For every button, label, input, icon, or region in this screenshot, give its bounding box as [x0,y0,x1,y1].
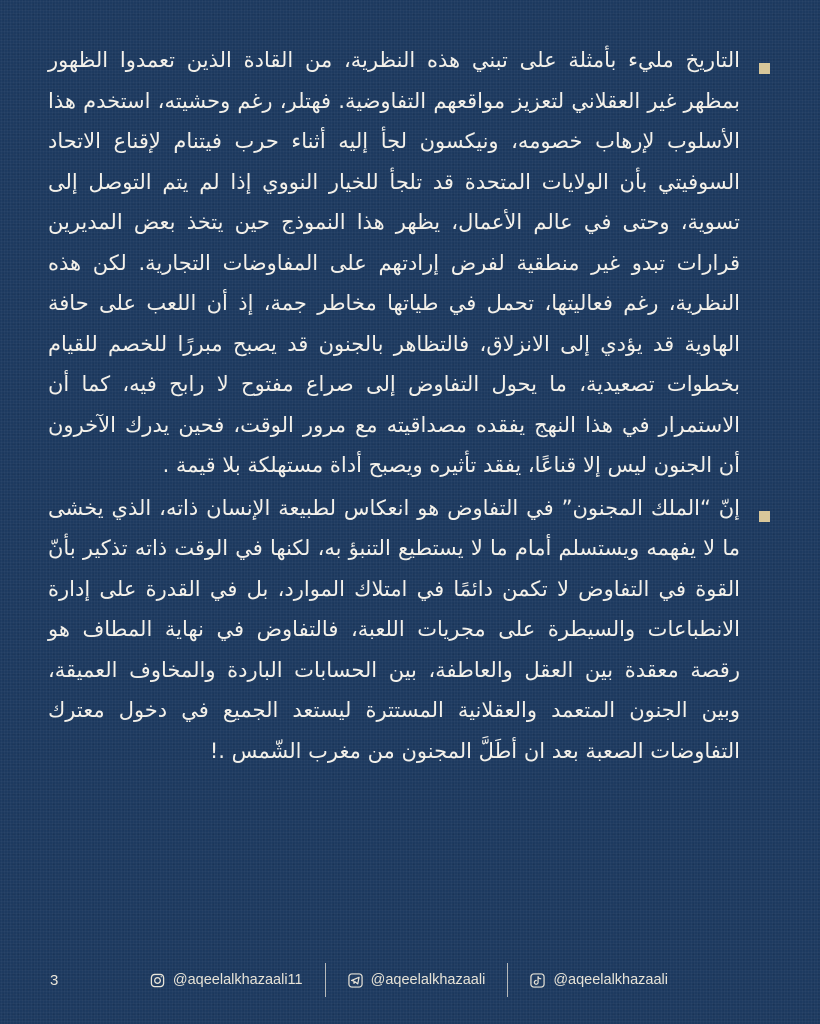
paragraph-1 [48,40,770,486]
telegram-handle: @aqeelalkhazaali [370,972,486,988]
paragraph-text: التاريخ مليء بأمثلة على تبني هذه النظرية، من القادة الذين تعمدوا الظهور بمظهر غير العقلاني لتعزيز مواقعهم التفاوضية. فهتلر، رغم وحشيته، استخدم هذا الأسلوب لإرهاب خصومه، ونيكسون لجأ إليه أثناء حرب فيتنام لإقناع الاتحاد السوفيتي بأن الولايات المتحدة قد تلجأ للخيار النووي إذا لم يتم التوصل إلى تسوية، وحتى في عالم الأعمال، يظهر هذا النموذج حين يتخذ بعض المديرين قرارات تبدو غير منطقية لفرض إرادتهم على المفاوضات التجارية. لكن هذه النظرية، رغم فعاليتها، تحمل في طياتها مخاطر جمة، إذ أن اللعب على حافة الهاوية قد يؤدي إلى الانزلاق، فالتظاهر بالجنون قد يصبح مبررًا للخصم للقيام بخطوات تصعيدية، ما يحول التفاوض إلى صراع مفتوح لا رابح فيه، كما أن الاستمرار في هذا النهج يفقده مصداقيته مع مرور الوقت، فحين يدرك الآخرون أن الجنون ليس إلا قناعًا، يفقد تأثيره ويصبح أداة مستهلكة بلا قيمة . [48,48,740,477]
page-number: 3 [50,971,59,989]
tiktok-icon [530,973,545,988]
tiktok-handle: @aqeelalkhazaali [553,972,668,988]
instagram-handle: @aqeelalkhazaali11 [172,972,303,988]
article-body [48,40,770,773]
instagram-icon [150,973,165,988]
instagram-link[interactable] [128,972,325,988]
social-handles [90,963,690,997]
tiktok-link[interactable] [508,972,690,988]
footer [50,962,690,998]
bullet-square-icon [759,63,770,74]
bullet-square-icon [759,511,770,522]
paragraph-text: إنّ “الملك المجنون” في التفاوض هو انعكاس لطبيعة الإنسان ذاته، الذي يخشى ما لا يفهمه ويستسلم أمام ما لا يستطيع التنبؤ به، لكنها في الوقت ذاته تذكير بأنّ القوة في التفاوض لا تكمن دائمًا في امتلاك الموارد، بل في القدرة على إدارة الانطباعات والسيطرة على مجريات اللعبة، فالتفاوض في نهاية المطاف هو رقصة معقدة بين العقل والعاطفة، بين الحسابات الباردة والمخاوف العميقة، وبين الجنون المتعمد والعقلانية المستترة ليستعد الجميع في دخول معترك التفاوضات الصعبة بعد ان أطَلَّ المجنون من مغرب الشّمس .! [48,495,740,763]
telegram-link[interactable] [326,972,508,988]
telegram-icon [348,973,363,988]
paragraph-2 [48,488,770,772]
